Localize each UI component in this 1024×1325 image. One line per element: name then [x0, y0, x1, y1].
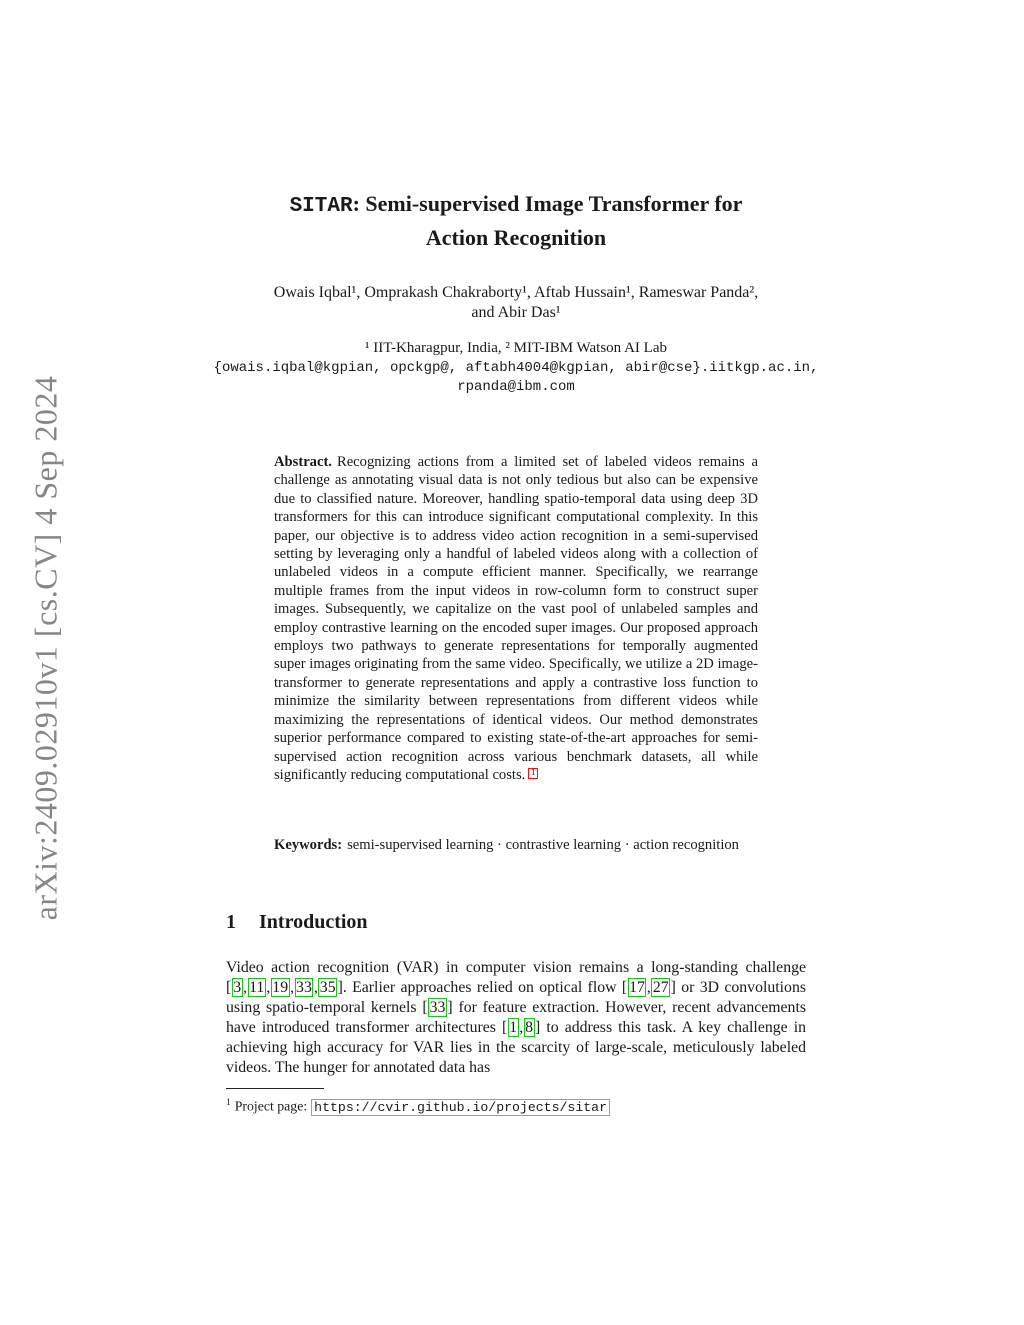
abstract-block: [274, 453, 758, 784]
intro-paragraph: Video action recognition (VAR) in computer vision remains a long-standing challenge [ 3 , 11 , 19 , 33 , 35 ]. Earlier approaches relied on optical flow [ 17 , 27 ] or 3D convolutions using spatio-temporal kernels [ 33 ] for feature extraction. However, recent advancements have introduced transformer architectures [ 1 , 8 ] to address this task. A key challenge in achieving high accuracy for VAR lies in the scarcity of large-scale, meticulously labeled videos. The hunger for annotated data has: [226, 959, 806, 1076]
author-list-line2: and Abir Das¹: [471, 304, 561, 321]
paper-title-line1: [290, 191, 743, 216]
footnote-marker: 1: [226, 1098, 231, 1108]
citation-link-33[interactable]: 33: [296, 979, 312, 996]
section-title: Introduction: [259, 911, 368, 933]
footnote-ref-link[interactable]: 1: [528, 768, 538, 779]
author-list: [226, 283, 806, 323]
citation-link-3[interactable]: 3: [233, 979, 242, 996]
citation-link-1[interactable]: 1: [509, 1019, 518, 1036]
citation-link-35[interactable]: 35: [319, 979, 336, 996]
keywords-text: semi-supervised learning · contrastive learning · action recognition: [347, 837, 739, 853]
citation-link-27[interactable]: 27: [652, 979, 669, 996]
citation-link-8[interactable]: 8: [525, 1019, 534, 1036]
paper-title: [226, 188, 806, 253]
section-heading-introduction: [226, 911, 806, 934]
paper-title-code: SITAR: [289, 195, 353, 218]
citation-link-17[interactable]: 17: [629, 979, 645, 996]
citation-link-19[interactable]: 19: [272, 979, 289, 996]
keywords-label: Keywords:: [274, 837, 343, 853]
footnote-rule: [226, 1088, 324, 1089]
author-list-line1: Owais Iqbal¹, Omprakash Chakraborty¹, Aftab Hussain¹, Rameswar Panda²,: [273, 284, 759, 301]
keywords-block: [274, 836, 758, 854]
footnote-label: Project page:: [234, 1098, 308, 1114]
affiliations: ¹ IIT-Kharagpur, India, ² MIT-IBM Watson AI Lab: [365, 340, 667, 356]
abstract-label: Abstract.: [274, 454, 332, 470]
project-page-link[interactable]: https://cvir.github.io/projects/sitar: [311, 1099, 610, 1116]
author-emails-line1: {owais.iqbal@kgpian, opckgp@, aftabh4004@kgpian, abir@cse}.iitkgp.ac.in,: [213, 360, 819, 376]
author-emails: [186, 359, 846, 397]
abstract-text: Recognizing actions from a limited set of labeled videos remains a challenge as annotating visual data is not only tedious but also can be expensive due to classified nature. Moreover, handling spatio-temporal data using deep 3D transformers for this can introduce significant computational complexity. In this paper, our objective is to address video action recognition in a semi-supervised setting by leveraging only a handful of labeled videos along with a collection of unlabeled videos in a compute efficient manner. Specifically, we rearrange multiple frames from the input videos in row-column form to construct super images. Subsequently, we capitalize on the vast pool of unlabeled samples and employ contrastive learning on the encoded super images. Our proposed approach employs two pathways to generate representations for temporally augmented super images originating from the same video. Specifically, we utilize a 2D image-transformer to generate representations and apply a contrastive loss function to minimize the similarity between representations from different videos while maximizing the representations of identical videos. Our method demonstrates superior performance compared to existing state-of-the-art approaches for semi-supervised action recognition across various benchmark datasets, all while significantly reducing computational costs.: [274, 454, 758, 783]
author-emails-line2: rpanda@ibm.com: [457, 379, 575, 395]
citation-link-33[interactable]: 33: [429, 999, 446, 1016]
arxiv-watermark: arXiv:2409.02910v1 [cs.CV] 4 Sep 2024: [27, 375, 64, 921]
paper-title-line1-rest: : Semi-supervised Image Transformer for: [352, 191, 743, 216]
paper-title-line2: Action Recognition: [425, 225, 607, 250]
section-number: 1: [226, 911, 236, 933]
footnote: [226, 1094, 806, 1117]
citation-link-11[interactable]: 11: [249, 979, 265, 996]
